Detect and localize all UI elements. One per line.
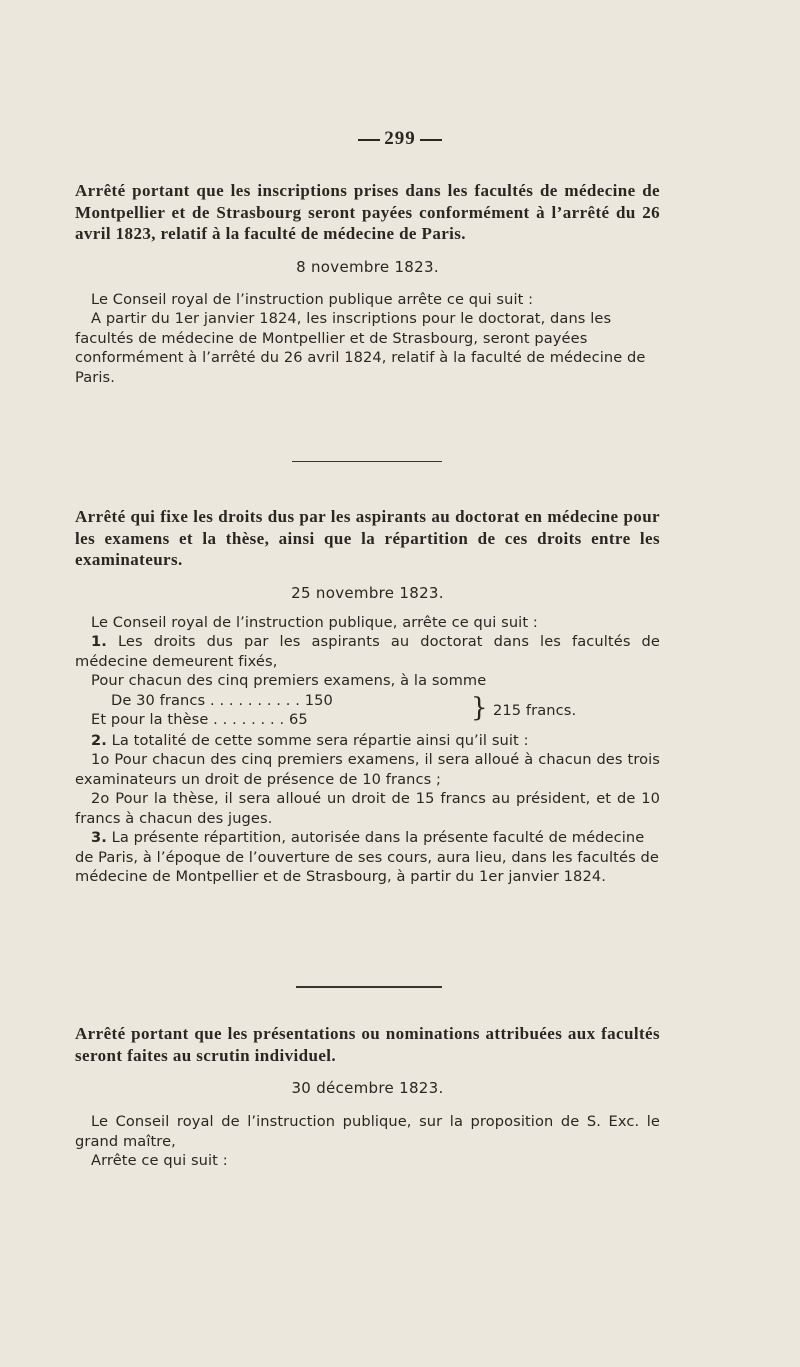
section-body: [75, 290, 660, 388]
brace: }: [471, 692, 488, 723]
page-number: 299: [0, 128, 800, 150]
article-text: La totalité de cette somme sera répartie ainsi qu’il suit :: [111, 731, 529, 749]
article-text: La présente répartition, autorisée dans la présente faculté de médecine de Paris, à l’époque de l’ouverture de ses cours, aura lieu, dans les facultés de médecine de Montpellier et de Strasbourg, à partir du 1er janvier 1824.: [75, 829, 659, 885]
section-title: Arrêté portant que les inscriptions prises dans les facultés de médecine de Montpellier et de Strasbourg seront payées conformément à l’arrêté du 26 avril 1823, relatif à la faculté de médecine de Paris.: [75, 181, 660, 243]
page-number-dash-right: [420, 139, 442, 141]
paragraph: Le Conseil royal de l’instruction publique arrête ce qui suit :: [91, 290, 534, 308]
separator-rule: [296, 986, 442, 988]
section-3: [75, 1023, 660, 1171]
fee-row-thesis: Et pour la thèse . . . . . . . . 65: [91, 710, 308, 728]
article-1: [75, 632, 660, 671]
article-2: [75, 731, 660, 751]
section-date: 30 décembre 1823.: [291, 1079, 444, 1097]
article-number: 2.: [91, 731, 107, 749]
article-3: [75, 828, 660, 887]
paragraph: A partir du 1er janvier 1824, les inscriptions pour le doctorat, dans les facultés de médecine de Montpellier et de Strasbourg, seront payées conformément à l’arrêté du 26 avril 1824, relatif à la faculté de médecine de Paris.: [75, 310, 646, 386]
article-text: Les droits dus par les aspirants au doctorat dans les facultés de médecine demeurent fixés,: [75, 633, 660, 670]
fee-total: 215 francs.: [493, 701, 577, 719]
fee-row-exams: De 30 francs . . . . . . . . . . 150: [111, 691, 333, 709]
section-1: [75, 180, 660, 387]
article-number: 3.: [91, 829, 107, 846]
section-body: [75, 1112, 660, 1171]
paragraph: Pour chacun des cinq premiers examens, à la somme: [91, 672, 487, 689]
separator-rule: [292, 461, 442, 462]
section-title: Arrêté qui fixe les droits dus par les aspirants au doctorat en médecine pour les examens et la thèse, ainsi que la répartition de ces droits entre les examinateurs.: [75, 507, 660, 569]
section-title: Arrêté portant que les présentations ou nominations attribuées aux facultés seront faites au scrutin individuel.: [75, 1024, 660, 1065]
paragraph: 2o Pour la thèse, il sera alloué un droit de 15 francs au président, et de 10 francs à chacun des juges.: [75, 790, 660, 827]
paragraph: Le Conseil royal de l’instruction publique, sur la proposition de S. Exc. le grand maître,: [75, 1113, 660, 1150]
paragraph: Arrête ce qui suit :: [91, 1152, 228, 1169]
fee-calculation: [75, 691, 660, 731]
section-date: 8 novembre 1823.: [296, 257, 439, 276]
article-number: 1.: [91, 633, 107, 650]
section-body: [75, 613, 660, 887]
paragraph: 1o Pour chacun des cinq premiers examens, il sera alloué à chacun des trois examinateurs un droit de présence de 10 francs ;: [75, 751, 660, 788]
section-date: 25 novembre 1823.: [291, 583, 444, 602]
section-2: [75, 506, 660, 887]
paragraph: Le Conseil royal de l’instruction publique, arrête ce qui suit :: [91, 613, 538, 631]
page-number-dash-left: [358, 139, 380, 141]
